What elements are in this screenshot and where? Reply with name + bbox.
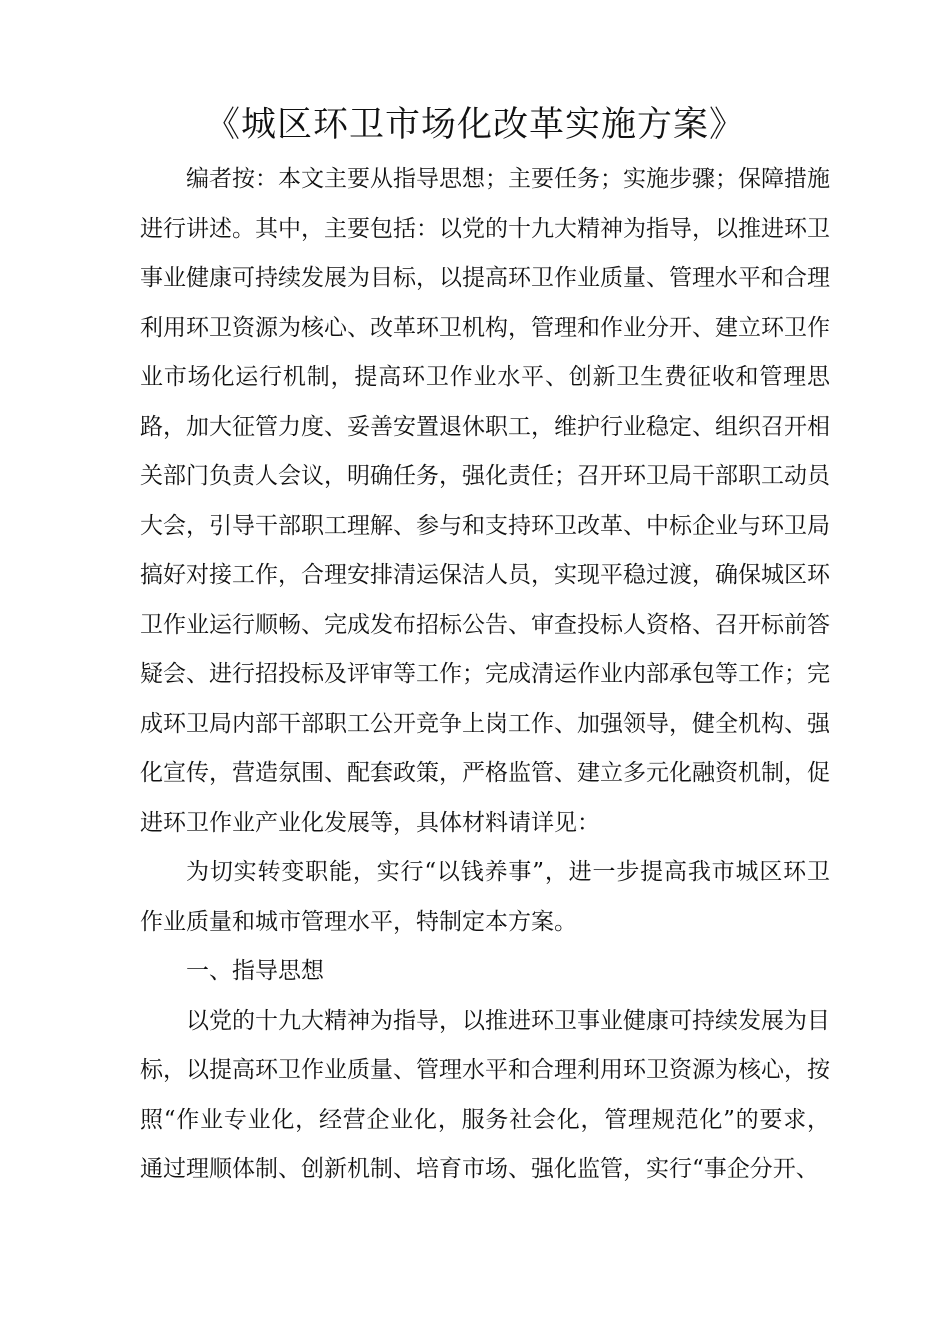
paragraph-guiding-ideology: 以党的十九大精神为指导，以推进环卫事业健康可持续发展为目标，以提高环卫作业质量、管理水平和合理利用环卫资源为核心，按照“作业专业化，经营企业化，服务社会化，管理规范化”的要求，通过理顺体制、创新机制、培育市场、强化监管，实行“事企分开、 bbox=[140, 1007, 830, 1182]
section-heading-guiding-ideology: 一、指导思想 bbox=[186, 958, 324, 984]
paragraph-editor-note: 编者按：本文主要从指导思想；主要任务；实施步骤；保障措施进行讲述。其中，主要包括：以党的十九大精神为指导，以推进环卫事业健康可持续发展为目标，以提高环卫作业质量、管理水平和合理利用环卫资源为核心、改革环卫机构，管理和作业分开、建立环卫作业市场化运行机制，提高环卫作业水平、创新卫生费征收和管理思路，加大征管力度、妥善安置退休职工，维护行业稳定、组织召开相关部门负责人会议，明确任务，强化责任；召开环卫局干部职工动员大会，引导干部职工理解、参与和支持环卫改革、中标企业与环卫局搞好对接工作，合理安排清运保洁人员，实现平稳过渡，确保城区环卫作业运行顺畅、完成发布招标公告、审查投标人资格、召开标前答疑会、进行招投标及评审等工作；完成清运作业内部承包等工作；完成环卫局内部干部职工公开竞争上岗工作、加强领导，健全机构、强化宣传，营造氛围、配套政策，严格监管、建立多元化融资机制，促进环卫作业产业化发展等，具体材料请详见： bbox=[140, 166, 830, 836]
document-title: 《城区环卫市场化改革实施方案》 bbox=[204, 105, 745, 145]
paragraph-purpose: 为切实转变职能，实行“以钱养事”，进一步提高我市城区环卫作业质量和城市管理水平，特制定本方案。 bbox=[140, 859, 830, 935]
document-body bbox=[140, 155, 830, 1195]
